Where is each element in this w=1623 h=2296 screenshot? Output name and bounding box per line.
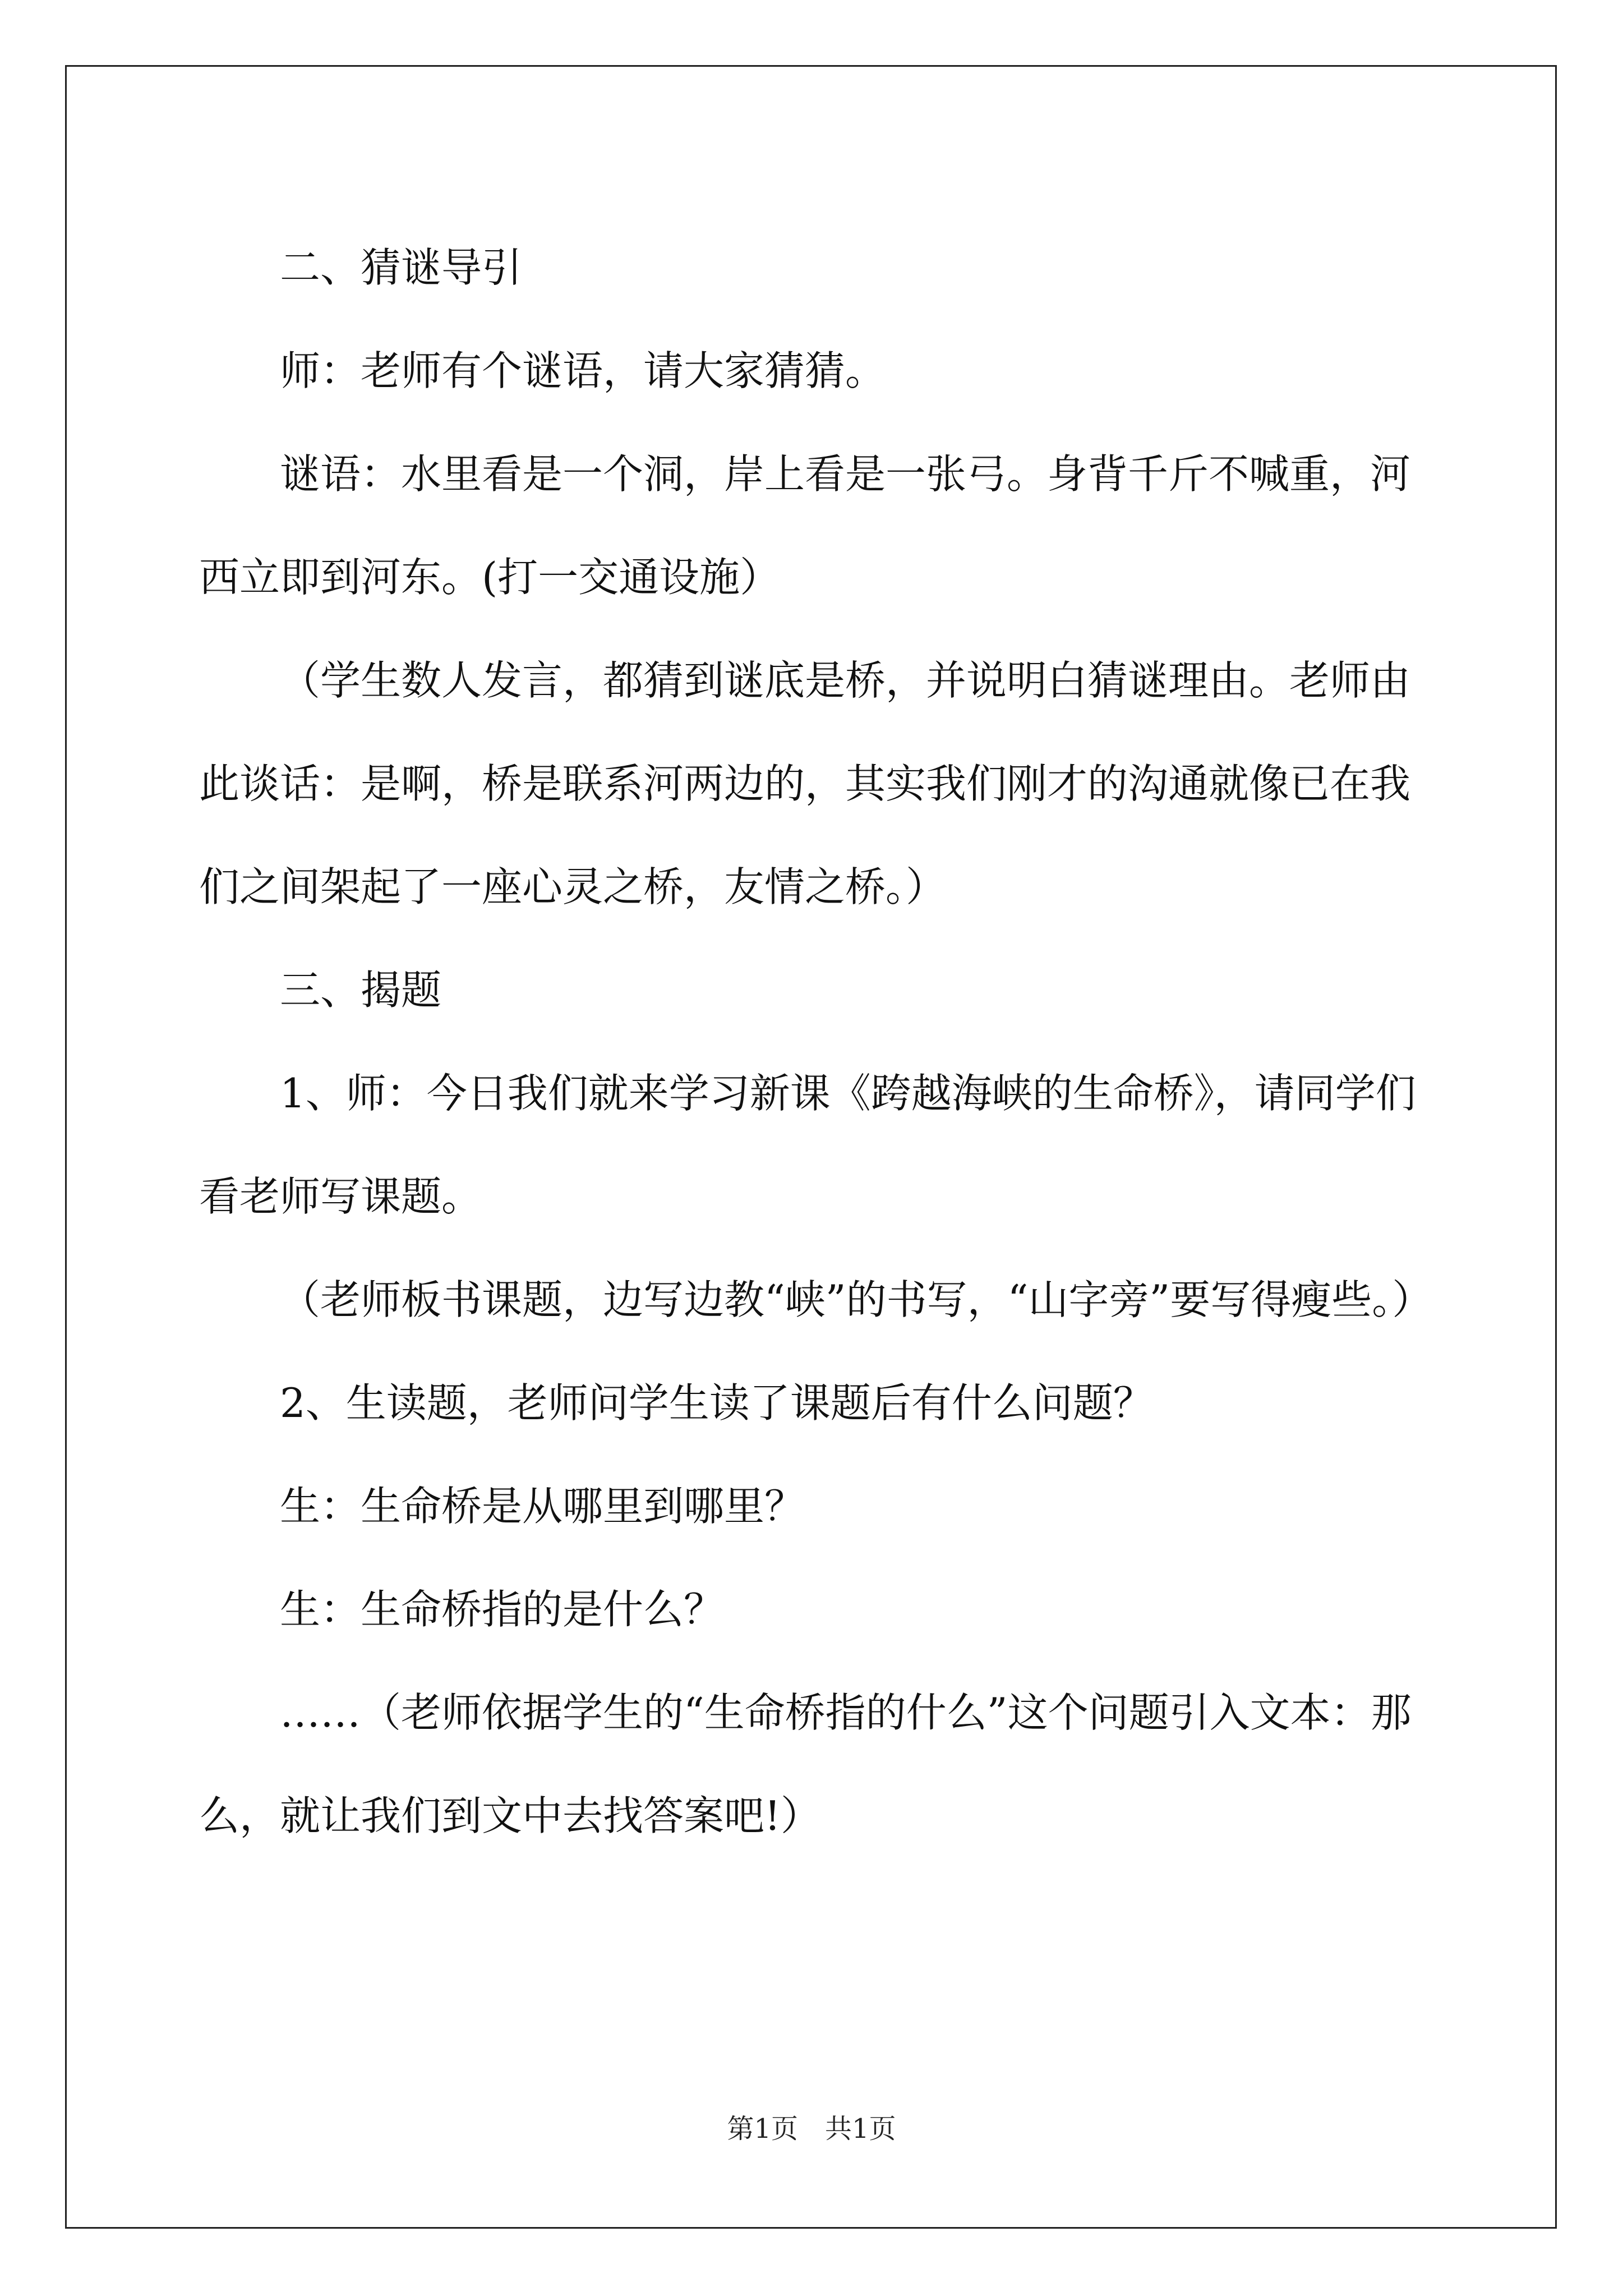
paragraph: （老师板书课题，边写边教“峡”的书写，“山字旁”要写得瘦些。） <box>280 1276 1433 1323</box>
section-heading-topic: 三、揭题 <box>280 967 442 1014</box>
paragraph: 1、师：今日我们就来学习新课《跨越海峡的生命桥》，请同学们看老师写课题。 <box>199 1070 1416 1220</box>
paragraph: ……（老师依据学生的“生命桥指的什么”这个问题引入文本：那么，就让我们到文中去找答案吧!） <box>199 1689 1412 1839</box>
page-number-footer: 第1页 共1页 <box>727 2113 896 2145</box>
paragraph: 师：老师有个谜语，请大家猜猜。 <box>280 347 886 394</box>
document-body <box>199 216 1433 1867</box>
paragraph: 谜语：水里看是一个洞，岸上看是一张弓。身背千斤不喊重，河西立即到河东。(打一交通设施） <box>199 450 1411 601</box>
section-heading-riddle: 二、猜谜导引 <box>280 244 523 291</box>
paragraph: 生：生命桥指的是什么？ <box>280 1586 725 1633</box>
paragraph: 2、生读题，老师问学生读了课题后有什么问题？ <box>280 1379 1154 1427</box>
paragraph: （学生数人发言，都猜到谜底是桥，并说明白猜谜理由。老师由此谈话：是啊，桥是联系河两边的，其实我们刚才的沟通就像已在我们之间架起了一座心灵之桥，友情之桥。） <box>199 657 1411 910</box>
paragraph: 生：生命桥是从哪里到哪里？ <box>280 1483 805 1530</box>
